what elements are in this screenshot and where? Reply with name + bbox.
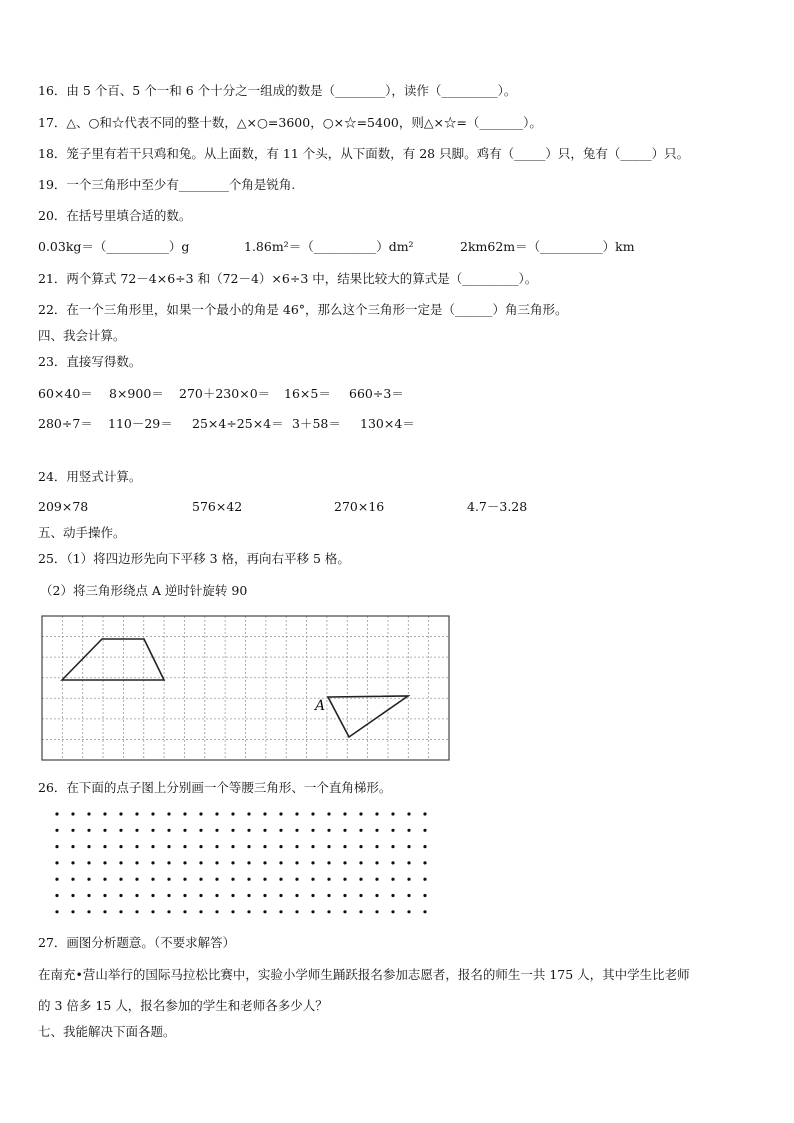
question-17: 17．△、○和☆代表不同的整十数，△×○=3600，○×☆=5400，则△×☆=（_______）。	[38, 115, 542, 130]
grid-dot	[103, 878, 106, 881]
grid-dot	[311, 878, 314, 881]
grid-dot	[295, 829, 298, 832]
grid-dot	[55, 845, 58, 848]
dot-grid	[50, 808, 435, 918]
grid-dot	[167, 829, 170, 832]
grid-dot	[359, 910, 362, 913]
grid-dot	[231, 878, 234, 881]
grid-dot	[263, 878, 266, 881]
grid-dot	[215, 894, 218, 897]
grid-dot	[183, 910, 186, 913]
square-grid-figure	[40, 612, 452, 764]
calc-item: 8×900＝	[109, 386, 164, 401]
grid-dot	[103, 894, 106, 897]
question-27: 27．画图分析题意。（不要求解答）	[38, 935, 236, 950]
grid-dot	[327, 910, 330, 913]
grid-dot	[343, 894, 346, 897]
grid-dot	[167, 812, 170, 815]
grid-dot	[423, 910, 426, 913]
vertical-calc-item: 270×16	[334, 499, 385, 514]
grid-dot	[167, 910, 170, 913]
grid-dot	[327, 861, 330, 864]
grid-dot	[375, 894, 378, 897]
grid-dot	[87, 861, 90, 864]
grid-dot	[167, 861, 170, 864]
calc-item: 3＋58＝	[292, 416, 341, 431]
grid-dot	[215, 845, 218, 848]
grid-dot	[359, 812, 362, 815]
grid-dot	[55, 894, 58, 897]
grid-dot	[407, 829, 410, 832]
grid-dot	[311, 894, 314, 897]
grid-dot	[71, 878, 74, 881]
grid-dot	[87, 878, 90, 881]
grid-dot	[391, 894, 394, 897]
grid-dot	[55, 829, 58, 832]
question-23-row-1	[38, 385, 458, 403]
grid-dot	[359, 829, 362, 832]
grid-dot	[55, 861, 58, 864]
grid-dot	[119, 910, 122, 913]
question-23: 23．直接写得数。	[38, 354, 142, 369]
grid-dot	[263, 812, 266, 815]
calc-item: 60×40＝	[38, 386, 93, 401]
question-20: 20．在括号里填合适的数。	[38, 208, 192, 223]
grid-dot	[247, 829, 250, 832]
grid-dot	[423, 861, 426, 864]
grid-dot	[199, 845, 202, 848]
question-22: 22．在一个三角形里，如果一个最小的角是 46°，那么这个三角形一定是（______）角三角形。	[38, 302, 568, 317]
grid-dot	[231, 861, 234, 864]
grid-dot	[151, 861, 154, 864]
grid-dot	[135, 829, 138, 832]
calc-item: 16×5＝	[284, 386, 331, 401]
grid-dot	[311, 845, 314, 848]
grid-dot	[423, 829, 426, 832]
grid-dot	[311, 910, 314, 913]
grid-dot	[119, 878, 122, 881]
grid-dot	[167, 894, 170, 897]
calc-item: 130×4＝	[360, 416, 415, 431]
grid-dot	[199, 878, 202, 881]
grid-dot	[199, 910, 202, 913]
grid-dot	[135, 878, 138, 881]
grid-dot	[279, 829, 282, 832]
grid-dot	[231, 829, 234, 832]
grid-dot	[151, 812, 154, 815]
grid-dot	[119, 845, 122, 848]
grid-dot	[215, 910, 218, 913]
grid-dot	[167, 878, 170, 881]
question-21: 21．两个算式 72－4×6÷3 和（72－4）×6÷3 中，结果比较大的算式是（_________）。	[38, 271, 538, 286]
question-23-row-2	[38, 415, 458, 433]
grid-dot	[119, 894, 122, 897]
vertical-calc-item: 576×42	[192, 499, 243, 514]
grid-dot	[263, 910, 266, 913]
grid-dot	[279, 894, 282, 897]
grid-dot	[119, 861, 122, 864]
grid-dot	[295, 812, 298, 815]
grid-dot	[311, 812, 314, 815]
grid-dot	[55, 910, 58, 913]
grid-dot	[103, 910, 106, 913]
calc-item: 660÷3＝	[349, 386, 404, 401]
question-25-part-1: 25．（1）将四边形先向下平移 3 格，再向右平移 5 格。	[38, 551, 350, 566]
grid-dot	[231, 845, 234, 848]
grid-dot	[423, 812, 426, 815]
question-24-items	[38, 498, 558, 516]
section-7-heading: 七、我能解决下面各题。	[38, 1024, 176, 1039]
grid-dot	[295, 845, 298, 848]
grid-dot	[359, 861, 362, 864]
grid-dot	[183, 812, 186, 815]
grid-dot	[279, 812, 282, 815]
grid-dot	[231, 894, 234, 897]
question-24: 24．用竖式计算。	[38, 469, 142, 484]
grid-dot	[87, 894, 90, 897]
grid-dot	[391, 878, 394, 881]
grid-dot	[375, 861, 378, 864]
grid-dot	[279, 878, 282, 881]
grid-dot	[55, 878, 58, 881]
grid-dot	[103, 812, 106, 815]
grid-dot	[247, 878, 250, 881]
grid-dot	[247, 812, 250, 815]
grid-dot	[359, 845, 362, 848]
grid-dot	[327, 845, 330, 848]
grid-dot	[263, 894, 266, 897]
grid-dot	[215, 861, 218, 864]
grid-dot	[263, 829, 266, 832]
grid-dot	[135, 861, 138, 864]
grid-dot	[103, 829, 106, 832]
grid-dot	[215, 812, 218, 815]
grid-dot	[391, 845, 394, 848]
question-19: 19．一个三角形中至少有________个角是锐角.	[38, 177, 296, 192]
grid-dot	[359, 878, 362, 881]
grid-dot	[247, 845, 250, 848]
grid-dot	[311, 861, 314, 864]
question-27-text-line-1: 在南充•营山举行的国际马拉松比赛中，实验小学师生踊跃报名参加志愿者，报名的师生一共 175 人，其中学生比老师	[38, 967, 690, 982]
question-20-blanks	[38, 238, 738, 256]
grid-dot	[391, 910, 394, 913]
grid-dot	[151, 845, 154, 848]
grid-dot	[391, 829, 394, 832]
vertical-calc-item: 209×78	[38, 499, 89, 514]
grid-dot	[199, 861, 202, 864]
grid-dot	[183, 861, 186, 864]
grid-dot	[71, 812, 74, 815]
calc-item: 25×4÷25×4＝	[192, 416, 284, 431]
grid-dot	[135, 910, 138, 913]
grid-dot	[375, 910, 378, 913]
grid-dot	[295, 910, 298, 913]
grid-dot	[135, 845, 138, 848]
grid-dot	[375, 845, 378, 848]
question-16: 16．由 5 个百、5 个一和 6 个十分之一组成的数是（________），读作（_________）。	[38, 83, 517, 98]
grid-dot	[407, 910, 410, 913]
grid-dot	[87, 812, 90, 815]
grid-dot	[167, 845, 170, 848]
grid-dot	[151, 878, 154, 881]
grid-dot	[423, 845, 426, 848]
grid-dot	[199, 829, 202, 832]
grid-dot	[423, 894, 426, 897]
grid-dot	[375, 878, 378, 881]
grid-dot	[263, 861, 266, 864]
point-a-label: A	[315, 698, 326, 714]
grid-dot	[343, 829, 346, 832]
grid-dot	[119, 829, 122, 832]
grid-dot	[407, 861, 410, 864]
vertical-calc-item: 4.7－3.28	[467, 499, 528, 514]
grid-dot	[103, 845, 106, 848]
grid-dot	[295, 894, 298, 897]
grid-dot	[407, 812, 410, 815]
grid-dot	[423, 878, 426, 881]
blank-m2-to-dm2: 1.86m²＝（__________）dm²	[244, 239, 414, 254]
grid-dot	[71, 910, 74, 913]
grid-dot	[359, 894, 362, 897]
grid-dot	[247, 910, 250, 913]
grid-lines	[42, 616, 449, 760]
grid-dot	[151, 910, 154, 913]
grid-dot	[327, 829, 330, 832]
grid-dot	[343, 878, 346, 881]
section-5-heading: 五、动手操作。	[38, 525, 126, 540]
grid-dot	[87, 910, 90, 913]
grid-dot	[183, 878, 186, 881]
grid-dot	[263, 845, 266, 848]
grid-dot	[87, 829, 90, 832]
question-18: 18．笼子里有若干只鸡和兔。从上面数，有 11 个头，从下面数，有 28 只脚。鸡有（_____）只，兔有（_____）只。	[38, 146, 690, 161]
calc-item: 110－29＝	[108, 416, 173, 431]
grid-dot	[327, 878, 330, 881]
grid-dot	[215, 878, 218, 881]
grid-dot	[135, 812, 138, 815]
grid-dot	[375, 812, 378, 815]
grid-dot	[327, 812, 330, 815]
blank-km-m-to-km: 2km62m＝（__________）km	[460, 239, 635, 254]
grid-dot	[407, 845, 410, 848]
question-26: 26．在下面的点子图上分别画一个等腰三角形、一个直角梯形。	[38, 780, 392, 795]
grid-dot	[71, 829, 74, 832]
grid-dot	[279, 845, 282, 848]
grid-dot	[343, 845, 346, 848]
grid-dot	[199, 812, 202, 815]
grid-dot	[231, 910, 234, 913]
grid-dot	[407, 878, 410, 881]
grid-dot	[279, 910, 282, 913]
grid-dot	[247, 861, 250, 864]
blank-kg-to-g: 0.03kg＝（__________）g	[38, 239, 190, 254]
grid-dot	[183, 829, 186, 832]
grid-dot	[407, 894, 410, 897]
grid-dot	[183, 894, 186, 897]
grid-dot	[183, 845, 186, 848]
grid-dot	[71, 845, 74, 848]
quadrilateral-shape	[62, 639, 164, 680]
grid-dot	[199, 894, 202, 897]
grid-dot	[295, 878, 298, 881]
grid-dot	[215, 829, 218, 832]
grid-dot	[391, 861, 394, 864]
grid-dot	[151, 829, 154, 832]
grid-dot	[279, 861, 282, 864]
grid-dot	[135, 894, 138, 897]
grid-dot	[71, 894, 74, 897]
grid-dot	[55, 812, 58, 815]
grid-dot	[151, 894, 154, 897]
grid-dot	[391, 812, 394, 815]
question-27-text-line-2: 的 3 倍多 15 人，报名参加的学生和老师各多少人？	[38, 998, 328, 1013]
grid-dot	[375, 829, 378, 832]
grid-dot	[311, 829, 314, 832]
calc-item: 270＋230×0＝	[179, 386, 271, 401]
calc-item: 280÷7＝	[38, 416, 93, 431]
grid-dot	[71, 861, 74, 864]
grid-dot	[343, 910, 346, 913]
grid-dot	[295, 861, 298, 864]
grid-dot	[231, 812, 234, 815]
grid-dot	[103, 861, 106, 864]
grid-dot	[247, 894, 250, 897]
grid-dot	[327, 894, 330, 897]
grid-dot	[343, 812, 346, 815]
question-25-part-2: （2）将三角形绕点 A 逆时针旋转 90	[40, 583, 248, 598]
grid-dot	[87, 845, 90, 848]
grid-dot	[343, 861, 346, 864]
section-4-heading: 四、我会计算。	[38, 328, 126, 343]
grid-dot	[119, 812, 122, 815]
